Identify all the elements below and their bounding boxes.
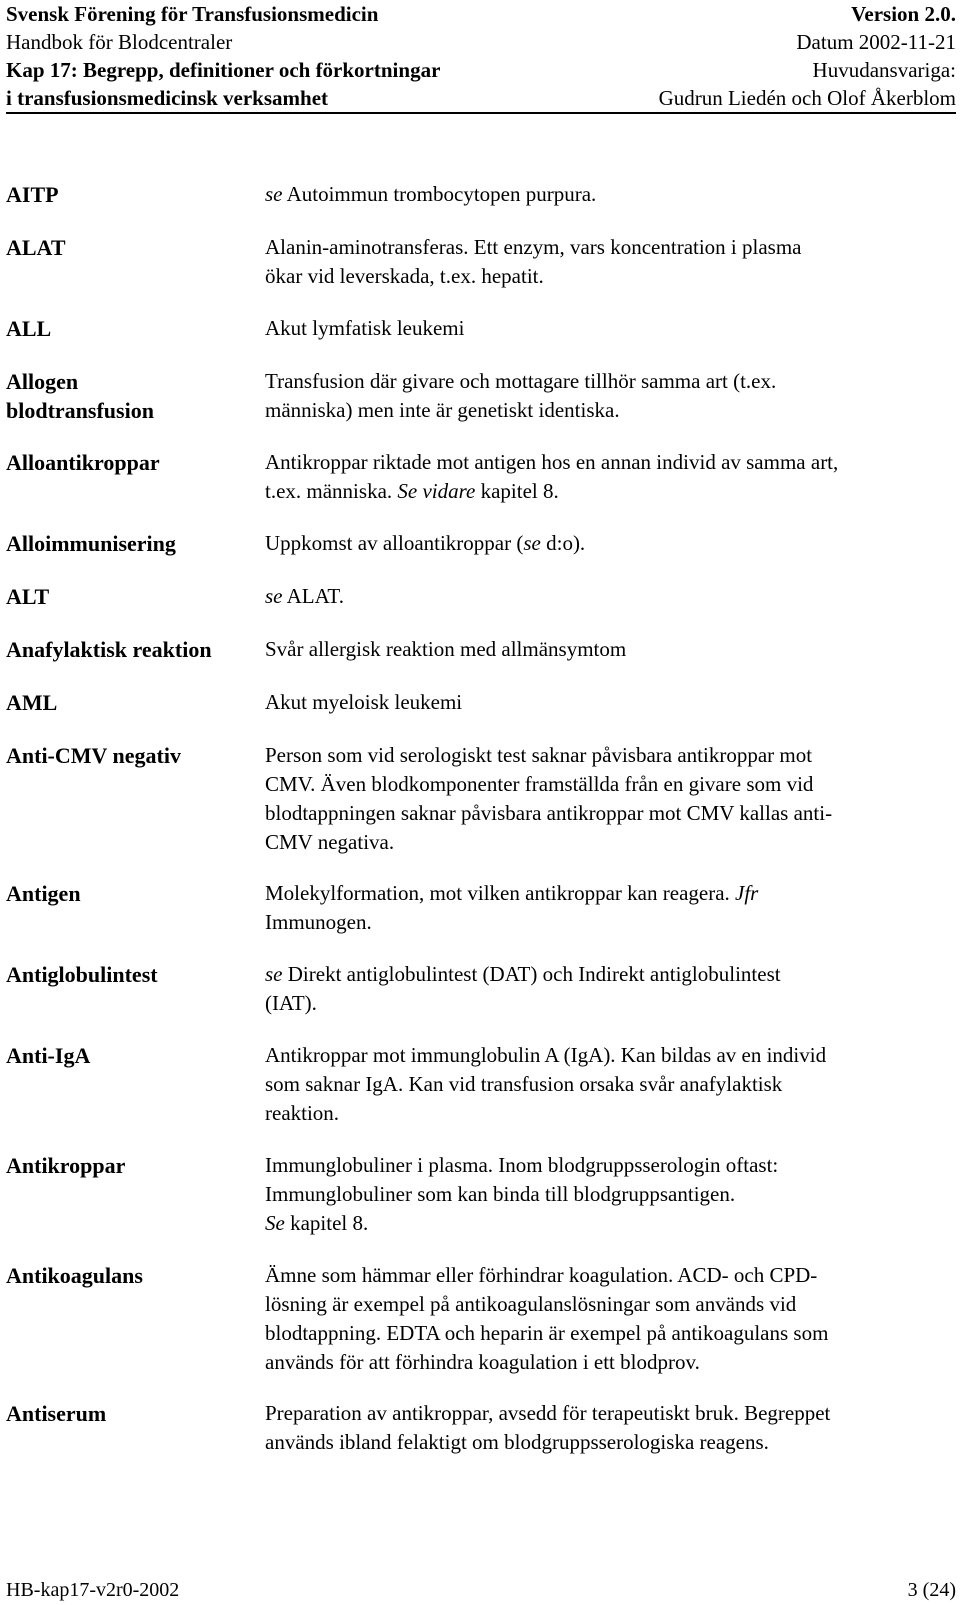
glossary-definition xyxy=(265,1399,955,1457)
definition-line xyxy=(265,448,955,477)
definition-line xyxy=(265,879,955,908)
glossary-term xyxy=(6,448,256,477)
term-line: blodtransfusion xyxy=(6,398,154,423)
text-segment: Immunglobuliner i plasma. Inom blodgruppsserologin oftast: xyxy=(265,1153,779,1177)
definition-line xyxy=(265,799,955,828)
text-segment: reaktion. xyxy=(265,1101,340,1125)
text-segment: Transfusion där givare och mottagare tillhör samma art (t.ex. xyxy=(265,369,777,393)
definition-line xyxy=(265,688,955,717)
text-segment: blodtappningen saknar påvisbara antikroppar mot CMV kallas anti- xyxy=(265,801,833,825)
term-line: Antigen xyxy=(6,881,81,906)
glossary-term xyxy=(6,960,256,989)
definition-line xyxy=(265,262,955,291)
italic-text: Jfr xyxy=(735,881,759,905)
text-segment: blodtappning. EDTA och heparin är exempel på antikoagulans som xyxy=(265,1321,829,1345)
definition-line xyxy=(265,529,955,558)
definition-line xyxy=(265,1399,955,1428)
text-segment: Ämne som hämmar eller förhindrar koagulation. ACD- och CPD- xyxy=(265,1263,818,1287)
term-line: Anti-IgA xyxy=(6,1043,91,1068)
text-segment: Immunogen. xyxy=(265,910,372,934)
glossary-term xyxy=(6,233,256,262)
glossary-term xyxy=(6,1041,256,1070)
definition-line xyxy=(265,770,955,799)
handbook-title: Handbok för Blodcentraler xyxy=(6,30,233,54)
text-segment: Uppkomst av alloantikroppar ( xyxy=(265,531,524,555)
definition-line xyxy=(265,960,955,989)
glossary-definition xyxy=(265,635,955,664)
text-segment: Immunglobuliner som kan binda till blodgruppsantigen. xyxy=(265,1182,736,1206)
definition-line xyxy=(265,1041,955,1070)
text-segment: Preparation av antikroppar, avsedd för terapeutiskt bruk. Begreppet xyxy=(265,1401,831,1425)
italic-text: Se vidare xyxy=(397,479,476,503)
glossary-term xyxy=(6,582,256,611)
text-segment: Alanin-aminotransferas. Ett enzym, vars koncentration i plasma xyxy=(265,235,802,259)
italic-text: Se xyxy=(265,1211,285,1235)
definition-line xyxy=(265,396,955,425)
text-segment: (IAT). xyxy=(265,991,317,1015)
text-segment: människa) men inte är genetiskt identiska. xyxy=(265,398,620,422)
glossary-definition xyxy=(265,233,955,291)
organization-name: Svensk Förening för Transfusionsmedicin xyxy=(6,2,379,26)
text-segment: lösning är exempel på antikoagulanslösningar som används vid xyxy=(265,1292,797,1316)
term-line: Antikroppar xyxy=(6,1153,126,1178)
text-segment: ökar vid leverskada, t.ex. hepatit. xyxy=(265,264,544,288)
glossary-definition xyxy=(265,448,955,506)
italic-text: se xyxy=(265,962,283,986)
text-segment: Akut lymfatisk leukemi xyxy=(265,316,465,340)
glossary-definition xyxy=(265,314,955,343)
text-segment: kapitel 8. xyxy=(284,1211,369,1235)
glossary-definition xyxy=(265,688,955,717)
definition-line xyxy=(265,1209,955,1238)
definition-line xyxy=(265,1348,955,1377)
page-number: 3 (24) xyxy=(907,1579,956,1601)
document-version: Version 2.0. xyxy=(851,2,956,26)
term-line: Anafylaktisk reaktion xyxy=(6,637,212,662)
responsible-label: Huvudansvariga: xyxy=(812,58,956,82)
glossary-definition xyxy=(265,879,955,937)
term-line: Antiglobulintest xyxy=(6,962,158,987)
definition-line xyxy=(265,908,955,937)
text-segment: t.ex. människa. xyxy=(265,479,398,503)
definition-line xyxy=(265,1290,955,1319)
responsible-names: Gudrun Liedén och Olof Åkerblom xyxy=(658,86,956,110)
definition-line xyxy=(265,477,955,506)
term-line: ALAT xyxy=(6,235,66,260)
text-segment: Direkt antiglobulintest (DAT) och Indirekt antiglobulintest xyxy=(282,962,781,986)
glossary-term xyxy=(6,1261,256,1290)
definition-line xyxy=(265,1180,955,1209)
glossary-definition xyxy=(265,1041,955,1128)
text-segment: ALAT. xyxy=(282,584,344,608)
glossary-term xyxy=(6,879,256,908)
document-date: Datum 2002-11-21 xyxy=(796,30,956,54)
definition-line xyxy=(265,233,955,262)
italic-text: se xyxy=(265,584,283,608)
definition-line xyxy=(265,635,955,664)
text-segment: kapitel 8. xyxy=(475,479,559,503)
definition-line xyxy=(265,828,955,857)
definition-line xyxy=(265,989,955,1018)
definition-line xyxy=(265,1099,955,1128)
term-line: Antikoagulans xyxy=(6,1263,143,1288)
text-segment: Autoimmun trombocytopen purpura. xyxy=(282,182,597,206)
definition-line xyxy=(265,1428,955,1457)
term-line: ALL xyxy=(6,316,52,341)
definition-line xyxy=(265,582,955,611)
text-segment: används ibland felaktigt om blodgruppsserologiska reagens. xyxy=(265,1430,769,1454)
text-segment: Svår allergisk reaktion med allmänsymtom xyxy=(265,637,627,661)
definition-line xyxy=(265,1070,955,1099)
definition-line xyxy=(265,1151,955,1180)
text-segment: CMV. Även blodkomponenter framställda från en givare som vid xyxy=(265,772,814,796)
glossary-term xyxy=(6,741,256,770)
definition-line xyxy=(265,1319,955,1348)
term-line: Alloimmunisering xyxy=(6,531,176,556)
document-id: HB-kap17-v2r0-2002 xyxy=(6,1579,180,1601)
term-line: Allogen xyxy=(6,369,79,394)
glossary-definition xyxy=(265,741,955,857)
text-segment: Antikroppar mot immunglobulin A (IgA). Kan bildas av en individ xyxy=(265,1043,827,1067)
glossary-term xyxy=(6,180,256,209)
text-segment: Akut myeloisk leukemi xyxy=(265,690,463,714)
definition-line xyxy=(265,741,955,770)
term-line: Alloantikroppar xyxy=(6,450,160,475)
text-segment: d:o). xyxy=(540,531,586,555)
term-line: AITP xyxy=(6,182,59,207)
text-segment: CMV negativa. xyxy=(265,830,395,854)
definition-line xyxy=(265,180,955,209)
chapter-title-line-2: i transfusionsmedicinsk verksamhet xyxy=(6,86,329,110)
term-line: Anti-CMV negativ xyxy=(6,743,181,768)
term-line: ALT xyxy=(6,584,50,609)
term-line: Antiserum xyxy=(6,1401,107,1426)
text-segment: Molekylformation, mot vilken antikroppar kan reagera. xyxy=(265,881,736,905)
definition-line xyxy=(265,314,955,343)
text-segment: Antikroppar riktade mot antigen hos en annan individ av samma art, xyxy=(265,450,839,474)
text-segment: som saknar IgA. Kan vid transfusion orsaka svår anafylaktisk xyxy=(265,1072,783,1096)
term-line: AML xyxy=(6,690,58,715)
definition-line xyxy=(265,367,955,396)
glossary-definition xyxy=(265,180,955,209)
italic-text: se xyxy=(265,182,283,206)
document-footer xyxy=(6,1578,956,1602)
definition-line xyxy=(265,1261,955,1290)
glossary-term xyxy=(6,1151,256,1180)
glossary-term xyxy=(6,688,256,717)
chapter-title-line-1: Kap 17: Begrepp, definitioner och förkortningar xyxy=(6,58,441,82)
glossary-definition xyxy=(265,1261,955,1377)
glossary-definition xyxy=(265,367,955,425)
text-segment: används för att förhindra koagulation i ett blodprov. xyxy=(265,1350,700,1374)
glossary-definition xyxy=(265,1151,955,1238)
glossary-term xyxy=(6,314,256,343)
glossary-term xyxy=(6,367,256,425)
text-segment: Person som vid serologiskt test saknar påvisbara antikroppar mot xyxy=(265,743,813,767)
glossary-definition xyxy=(265,529,955,558)
glossary-definition xyxy=(265,960,955,1018)
glossary-term xyxy=(6,529,256,558)
italic-text: se xyxy=(523,531,541,555)
glossary-definition xyxy=(265,582,955,611)
glossary-term xyxy=(6,635,256,664)
glossary-term xyxy=(6,1399,256,1428)
